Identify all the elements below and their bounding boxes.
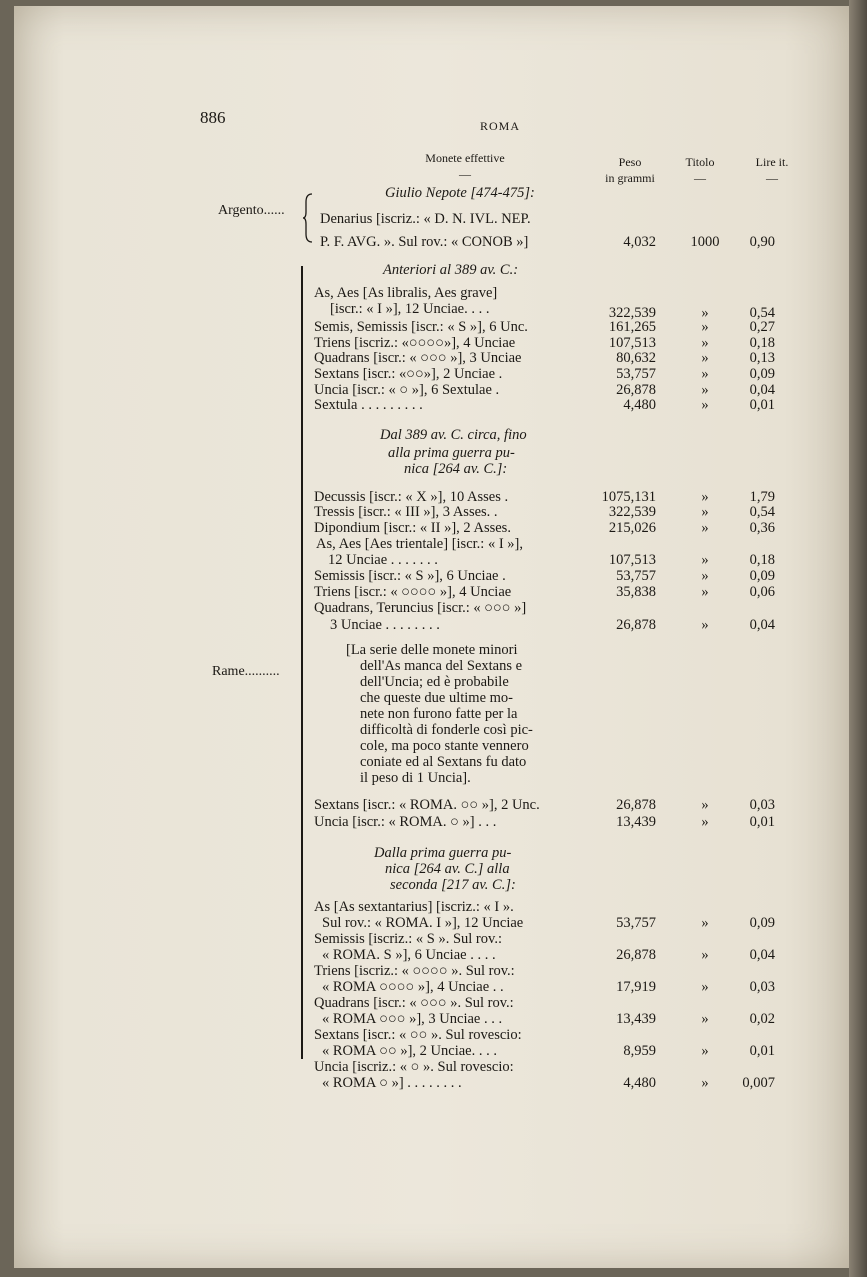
coin-description: As, Aes [Aes trientale] [iscr.: « I »],: [316, 536, 523, 552]
table-row: [0, 1060, 867, 1075]
coin-description: Sextans [iscr.: « ROMA. ○○ »], 2 Unc.: [314, 797, 540, 813]
coin-weight: 26,878: [616, 947, 656, 963]
coin-fineness: »: [701, 617, 709, 633]
coin-description: [iscr.: « I »], 12 Unciae. . . .: [330, 301, 490, 317]
coin-value-lire: 0,18: [749, 552, 775, 568]
table-row: [0, 1076, 867, 1091]
coin-fineness: »: [701, 797, 709, 813]
coin-weight: 26,878: [616, 617, 656, 633]
coin-description: Tressis [iscr.: « III »], 3 Asses. .: [314, 504, 498, 520]
coin-weight: 13,439: [616, 1011, 656, 1027]
coin-value-lire: 0,09: [749, 366, 775, 382]
table-row: [0, 846, 867, 861]
coin-description: Dal 389 av. C. circa, fino: [380, 427, 527, 443]
coin-description: 12 Unciae . . . . . . .: [328, 552, 438, 568]
coin-description: Uncia [iscr.: « ○ »], 6 Sextulae .: [314, 382, 500, 398]
table-row: [0, 878, 867, 893]
coin-description: As, Aes [As libralis, Aes grave]: [314, 285, 498, 301]
column-header-titolo: Titolo —: [685, 155, 715, 185]
coin-value-lire: 0,09: [749, 568, 775, 584]
coin-fineness: »: [701, 814, 709, 830]
table-row: [0, 916, 867, 931]
coin-weight: 53,757: [616, 366, 656, 382]
coin-value-lire: 0,13: [749, 350, 775, 366]
coin-description: Semissis [iscr.: « S »], 6 Unciae .: [314, 568, 506, 584]
coin-weight: 17,919: [616, 979, 656, 995]
coin-weight: 322,539: [608, 305, 656, 321]
table-row: [0, 739, 867, 754]
table-row: [0, 815, 867, 830]
coin-fineness: »: [701, 947, 709, 963]
coin-fineness: »: [701, 319, 709, 335]
coin-value-lire: 0,02: [749, 1011, 775, 1027]
table-row: [0, 320, 867, 335]
running-head: ROMA: [480, 119, 521, 133]
coin-fineness: »: [701, 335, 709, 351]
coin-fineness: »: [701, 568, 709, 584]
coin-fineness: »: [701, 350, 709, 366]
coin-fineness: »: [701, 1075, 709, 1091]
coin-description: Dalla prima guerra pu-: [374, 845, 512, 861]
coin-description: Sul rov.: « ROMA. I »], 12 Unciae: [322, 915, 524, 931]
coin-fineness: »: [701, 1043, 709, 1059]
coin-description: Quadrans, Teruncius [iscr.: « ○○○ »]: [314, 600, 527, 616]
coin-description: che queste due ultime mo-: [360, 690, 514, 706]
coin-description: cole, ma poco stante vennero: [360, 738, 529, 754]
coin-description: Denarius [iscriz.: « D. N. IVL. NEP.: [320, 211, 531, 227]
coin-description: As [As sextantarius] [iscriz.: « I ».: [314, 899, 514, 915]
table-row: [0, 1044, 867, 1059]
table-row: [0, 691, 867, 706]
coin-value-lire: 0,18: [749, 335, 775, 351]
coin-description: Uncia [iscr.: « ROMA. ○ »] . . .: [314, 814, 497, 830]
table-row: [0, 862, 867, 877]
coin-fineness: »: [701, 366, 709, 382]
coin-description: seconda [217 av. C.]:: [390, 877, 516, 893]
table-row: [0, 948, 867, 963]
table-row: [0, 490, 867, 505]
table-row: [0, 263, 867, 278]
coin-fineness: »: [701, 305, 709, 321]
coin-value-lire: 0,90: [749, 234, 775, 250]
coin-weight: 26,878: [616, 797, 656, 813]
coin-description: dell'As manca del Sextans e: [360, 658, 523, 674]
coin-description: 3 Unciae . . . . . . . .: [330, 617, 440, 633]
column-header-description: Monete effettive —: [425, 151, 505, 181]
coin-description: Decussis [iscr.: « X »], 10 Asses .: [314, 489, 509, 505]
table-row: [0, 521, 867, 536]
coin-value-lire: 1,79: [749, 489, 775, 505]
coin-description: Sextans [iscr.: «○○»], 2 Unciae .: [314, 366, 503, 382]
table-row: [0, 336, 867, 351]
coin-weight: 4,480: [623, 397, 656, 413]
coin-description: nica [264 av. C.] alla: [385, 861, 510, 877]
coin-value-lire: 0,01: [749, 1043, 775, 1059]
coin-weight: 4,480: [623, 1075, 656, 1091]
coin-description: Triens [iscr.: « ○○○○ »], 4 Unciae: [314, 584, 512, 600]
coin-fineness: »: [701, 552, 709, 568]
coin-weight: 53,757: [616, 915, 656, 931]
table-row: [0, 659, 867, 674]
coin-description: Anteriori al 389 av. C.:: [383, 262, 519, 278]
table-row: [0, 980, 867, 995]
coin-weight: 107,513: [608, 335, 656, 351]
coin-description: Sextula . . . . . . . . .: [314, 397, 423, 413]
table-row: [0, 553, 867, 568]
coin-description: P. F. AVG. ». Sul rov.: « CONOB »]: [320, 234, 529, 250]
coin-value-lire: 0,03: [749, 797, 775, 813]
coin-description: Triens [iscriz.: «○○○○»], 4 Unciae: [314, 335, 516, 351]
coin-value-lire: 0,007: [742, 1075, 775, 1091]
coin-value-lire: 0,54: [749, 504, 775, 520]
table-row: [0, 996, 867, 1011]
coin-description: [La serie delle monete minori: [346, 642, 518, 658]
group-label-argento: Argento......: [218, 203, 285, 218]
coin-fineness: 1000: [690, 234, 720, 250]
coin-weight: 161,265: [608, 319, 656, 335]
coin-description: « ROMA ○○ »], 2 Unciae. . . .: [322, 1043, 497, 1059]
coin-weight: 80,632: [616, 350, 656, 366]
coin-description: Semis, Semissis [iscr.: « S »], 6 Unc.: [314, 319, 528, 335]
coin-weight: 26,878: [616, 382, 656, 398]
table-row: [0, 537, 867, 552]
table-row: [0, 235, 867, 250]
coin-weight: 322,539: [608, 504, 656, 520]
coin-value-lire: 0,03: [749, 979, 775, 995]
column-header-lire: Lire it. —: [755, 155, 789, 185]
table-row: [0, 964, 867, 979]
table-row: [0, 505, 867, 520]
table-row: [0, 900, 867, 915]
table-row: [0, 1028, 867, 1043]
coin-weight: 4,032: [623, 234, 656, 250]
coin-description: nete non furono fatte per la: [360, 706, 518, 722]
coin-value-lire: 0,27: [749, 319, 775, 335]
coin-description: il peso di 1 Uncia].: [360, 770, 471, 786]
coin-fineness: »: [701, 489, 709, 505]
coin-value-lire: 0,01: [749, 397, 775, 413]
table-row: [0, 351, 867, 366]
table-row: [0, 755, 867, 770]
coin-weight: 1075,131: [601, 489, 656, 505]
table-row: [0, 398, 867, 413]
coin-fineness: »: [701, 584, 709, 600]
coin-value-lire: 0,36: [749, 520, 775, 536]
table-row: [0, 212, 867, 227]
table-row: [0, 675, 867, 690]
coin-description: « ROMA. S »], 6 Unciae . . . .: [322, 947, 496, 963]
table-row: [0, 723, 867, 738]
coin-value-lire: 0,04: [749, 947, 775, 963]
coin-weight: 13,439: [616, 814, 656, 830]
column-header-peso: Peso in grammi: [605, 155, 655, 185]
coin-fineness: »: [701, 915, 709, 931]
coin-fineness: »: [701, 397, 709, 413]
coin-description: Dipondium [iscr.: « II »], 2 Asses.: [314, 520, 511, 536]
coin-description: « ROMA ○ »] . . . . . . . .: [322, 1075, 462, 1091]
table-row: [0, 707, 867, 722]
coin-description: coniate ed al Sextans fu dato: [360, 754, 527, 770]
table-row: [0, 462, 867, 477]
coin-description: Sextans [iscr.: « ○○ ». Sul rovescio:: [314, 1027, 522, 1043]
coin-description: « ROMA ○○○ »], 3 Unciae . . .: [322, 1011, 503, 1027]
coin-description: Uncia [iscriz.: « ○ ». Sul rovescio:: [314, 1059, 514, 1075]
table-row: [0, 601, 867, 616]
coin-value-lire: 0,06: [749, 584, 775, 600]
coin-weight: 107,513: [608, 552, 656, 568]
coin-weight: 35,838: [616, 584, 656, 600]
table-row: [0, 798, 867, 813]
coin-weight: 53,757: [616, 568, 656, 584]
coin-value-lire: 0,54: [749, 305, 775, 321]
coin-description: Quadrans [iscr.: « ○○○ »], 3 Unciae: [314, 350, 522, 366]
coin-description: alla prima guerra pu-: [388, 445, 515, 461]
table-row: [0, 1012, 867, 1027]
coin-description: Giulio Nepote [474-475]:: [385, 185, 535, 201]
table-row: [0, 367, 867, 382]
table-row: [0, 771, 867, 786]
table-row: [0, 585, 867, 600]
group-label-rame: Rame..........: [212, 664, 280, 679]
table-row: [0, 383, 867, 398]
table-row: [0, 569, 867, 584]
coin-value-lire: 0,04: [749, 617, 775, 633]
table-row: [0, 428, 867, 443]
coin-description: « ROMA ○○○○ »], 4 Unciae . .: [322, 979, 504, 995]
coin-description: Semissis [iscriz.: « S ». Sul rov.:: [314, 931, 502, 947]
coin-weight: 8,959: [623, 1043, 656, 1059]
coin-description: nica [264 av. C.]:: [404, 461, 508, 477]
table-row: [0, 286, 867, 301]
table-row: [0, 186, 867, 201]
table-row: [0, 446, 867, 461]
coin-weight: 215,026: [608, 520, 656, 536]
coin-fineness: »: [701, 504, 709, 520]
coin-description: difficoltà di fonderle così pic-: [360, 722, 533, 738]
coin-fineness: »: [701, 1011, 709, 1027]
coin-value-lire: 0,04: [749, 382, 775, 398]
coin-fineness: »: [701, 382, 709, 398]
table-row: [0, 932, 867, 947]
table-row: [0, 643, 867, 658]
page-number: 886: [200, 108, 226, 127]
coin-description: Quadrans [iscr.: « ○○○ ». Sul rov.:: [314, 995, 514, 1011]
coin-description: dell'Uncia; ed è probabile: [360, 674, 509, 690]
coin-description: Triens [iscriz.: « ○○○○ ». Sul rov.:: [314, 963, 515, 979]
coin-fineness: »: [701, 979, 709, 995]
coin-value-lire: 0,01: [749, 814, 775, 830]
coin-fineness: »: [701, 520, 709, 536]
table-row: [0, 618, 867, 633]
coin-value-lire: 0,09: [749, 915, 775, 931]
